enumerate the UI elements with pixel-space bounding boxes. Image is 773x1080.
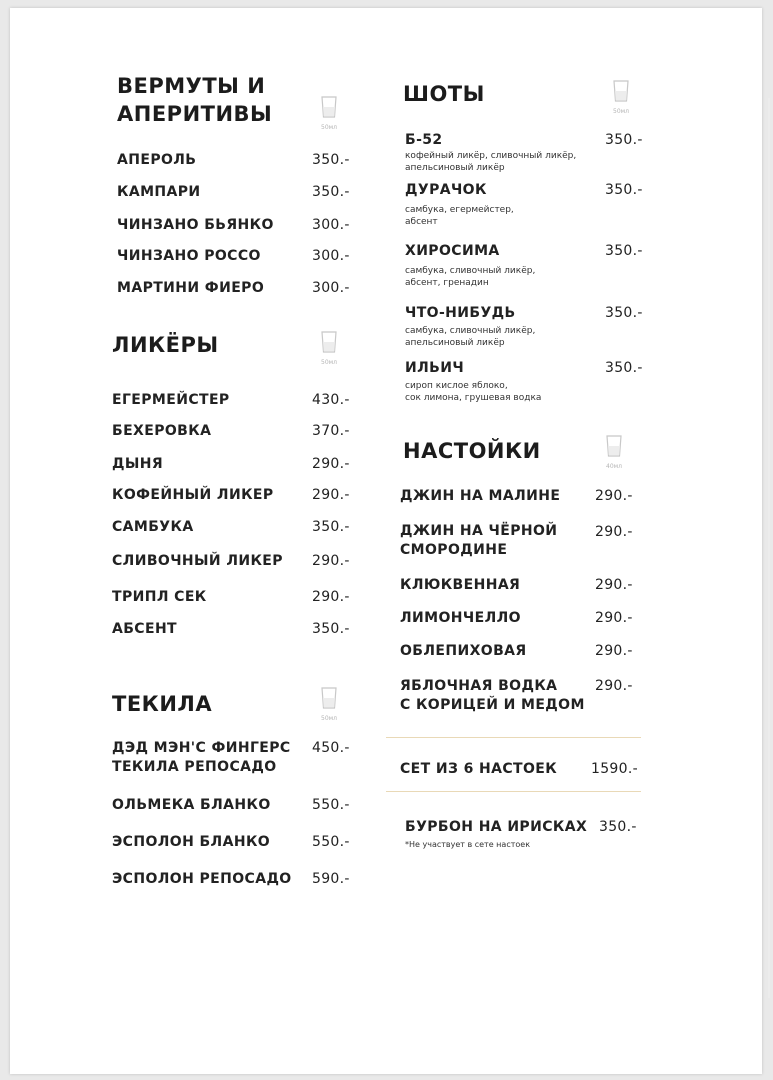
menu-item-price: 290.-	[595, 577, 633, 593]
menu-item-name	[112, 739, 291, 777]
menu-item-price: 290.-	[312, 589, 350, 605]
shot-glass-icon	[613, 80, 629, 102]
set-name: СЕТ ИЗ 6 НАСТОЕК	[400, 761, 558, 777]
menu-item-price: 350.-	[605, 360, 643, 376]
menu-item-price: 350.-	[605, 182, 643, 198]
volume-label: 50мл	[613, 108, 629, 115]
menu-item-price: 350.-	[312, 184, 350, 200]
menu-item-price: 350.-	[605, 305, 643, 321]
menu-item-description	[405, 380, 541, 404]
set-price: 1590.-	[591, 761, 638, 777]
menu-item-name: ДЖИН НА МАЛИНЕ	[400, 488, 561, 504]
menu-item-price: 550.-	[312, 797, 350, 813]
divider-bottom	[386, 791, 641, 792]
menu-item-name: ОЛЬМЕКА БЛАНКО	[112, 797, 271, 813]
menu-item-name: СЛИВОЧНЫЙ ЛИКЕР	[112, 553, 283, 569]
menu-item-name: ЧИНЗАНО РОССО	[117, 248, 261, 264]
menu-item-name: ДУРАЧОК	[405, 182, 487, 198]
menu-item-name: ЛИМОНЧЕЛЛО	[400, 610, 521, 626]
shot-glass-icon	[321, 687, 337, 709]
menu-item-name: АБСЕНТ	[112, 621, 178, 637]
menu-item-name: Б-52	[405, 132, 443, 148]
menu-item-price: 350.-	[605, 132, 643, 148]
menu-item-description	[405, 204, 514, 228]
menu-item-name: БЕХЕРОВКА	[112, 423, 212, 439]
tequila-volume	[312, 687, 346, 722]
shot-glass-icon	[321, 331, 337, 353]
menu-item-name-line2: С КОРИЦЕЙ И МЕДОМ	[400, 697, 585, 713]
menu-item-price: 350.-	[605, 243, 643, 259]
menu-item-name: ЕГЕРМЕЙСТЕР	[112, 392, 230, 408]
menu-item-name: МАРТИНИ ФИЕРО	[117, 280, 265, 296]
menu-page	[10, 8, 762, 1074]
divider-top	[386, 737, 641, 738]
menu-item-name: КАМПАРИ	[117, 184, 201, 200]
menu-item-name: САМБУКА	[112, 519, 194, 535]
bourbon-price: 350.-	[599, 819, 637, 835]
page-edge-shadow	[768, 98, 770, 998]
menu-item-price: 300.-	[312, 280, 350, 296]
description-line1: сироп кислое яблоко,	[405, 381, 508, 391]
menu-item-name: ДЫНЯ	[112, 456, 164, 472]
menu-item-price: 350.-	[312, 152, 350, 168]
liqueurs-title: ЛИКЁРЫ	[112, 333, 219, 357]
menu-item-name	[400, 677, 585, 715]
vermouth-title	[117, 72, 272, 128]
menu-item-price: 590.-	[312, 871, 350, 887]
description-line1: самбука, егермейстер,	[405, 205, 514, 215]
volume-label: 50мл	[321, 715, 337, 722]
vermouth-title-line1: ВЕРМУТЫ И	[117, 74, 266, 98]
menu-item-price: 300.-	[312, 217, 350, 233]
menu-item-name	[400, 522, 557, 560]
tequila-title: ТЕКИЛА	[112, 692, 213, 716]
menu-item-name-line1: ДЖИН НА ЧЁРНОЙ	[400, 523, 558, 539]
menu-item-price: 430.-	[312, 392, 350, 408]
vermouth-volume	[312, 96, 346, 131]
description-line1: кофейный ликёр, сливочный ликёр,	[405, 151, 577, 161]
shots-volume	[604, 80, 638, 115]
menu-item-name: ХИРОСИМА	[405, 243, 500, 259]
menu-item-price: 290.-	[312, 456, 350, 472]
description-line2: сок лимона, грушевая водка	[405, 393, 542, 403]
menu-item-name-line1: ЯБЛОЧНАЯ ВОДКА	[400, 678, 558, 694]
shot-glass-icon	[321, 96, 337, 118]
bourbon-note: *Не участвует в сете настоек	[405, 840, 531, 849]
shot-glass-icon	[606, 435, 622, 457]
menu-item-price: 350.-	[312, 519, 350, 535]
menu-item-price: 290.-	[312, 487, 350, 503]
description-line2: апельсиновый ликёр	[405, 338, 505, 348]
description-line1: самбука, сливочный ликёр,	[405, 326, 536, 336]
menu-item-name: ЭСПОЛОН РЕПОСАДО	[112, 871, 292, 887]
menu-item-price: 290.-	[312, 553, 350, 569]
menu-item-price: 290.-	[595, 488, 633, 504]
menu-item-name: ТРИПЛ СЕК	[112, 589, 207, 605]
menu-item-name: ЧИНЗАНО БЬЯНКО	[117, 217, 274, 233]
menu-item-name: ЭСПОЛОН БЛАНКО	[112, 834, 271, 850]
menu-item-name: ИЛЬИЧ	[405, 360, 465, 376]
menu-item-price: 450.-	[312, 740, 350, 756]
menu-item-name: ЧТО-НИБУДЬ	[405, 305, 516, 321]
menu-item-name-line2: ТЕКИЛА РЕПОСАДО	[112, 759, 277, 775]
description-line2: абсент, гренадин	[405, 278, 489, 288]
tinctures-title: НАСТОЙКИ	[403, 439, 541, 463]
menu-item-price: 290.-	[595, 678, 633, 694]
shots-title: ШОТЫ	[403, 82, 485, 106]
description-line2: апельсиновый ликёр	[405, 163, 505, 173]
liqueurs-volume	[312, 331, 346, 366]
menu-item-price: 350.-	[312, 621, 350, 637]
menu-item-name: КОФЕЙНЫЙ ЛИКЕР	[112, 487, 274, 503]
menu-item-name-line1: ДЭД МЭН'С ФИНГЕРС	[112, 740, 291, 756]
volume-label: 50мл	[321, 359, 337, 366]
bourbon-name: БУРБОН НА ИРИСКАХ	[405, 819, 588, 835]
menu-item-price: 290.-	[595, 524, 633, 540]
menu-item-price: 370.-	[312, 423, 350, 439]
menu-item-name: АПЕРОЛЬ	[117, 152, 197, 168]
volume-label: 50мл	[321, 124, 337, 131]
menu-item-name: ОБЛЕПИХОВАЯ	[400, 643, 527, 659]
menu-item-price: 290.-	[595, 643, 633, 659]
vermouth-title-line2: АПЕРИТИВЫ	[117, 102, 273, 126]
menu-item-price: 290.-	[595, 610, 633, 626]
description-line1: самбука, сливочный ликёр,	[405, 266, 536, 276]
menu-item-price: 550.-	[312, 834, 350, 850]
menu-item-name-line2: СМОРОДИНЕ	[400, 542, 508, 558]
menu-item-description	[405, 325, 535, 349]
menu-item-name: КЛЮКВЕННАЯ	[400, 577, 521, 593]
description-line2: абсент	[405, 217, 438, 227]
menu-item-price: 300.-	[312, 248, 350, 264]
volume-label: 40мл	[606, 463, 622, 470]
tinctures-volume	[597, 435, 631, 470]
menu-item-description	[405, 265, 535, 289]
menu-item-description	[405, 150, 576, 174]
